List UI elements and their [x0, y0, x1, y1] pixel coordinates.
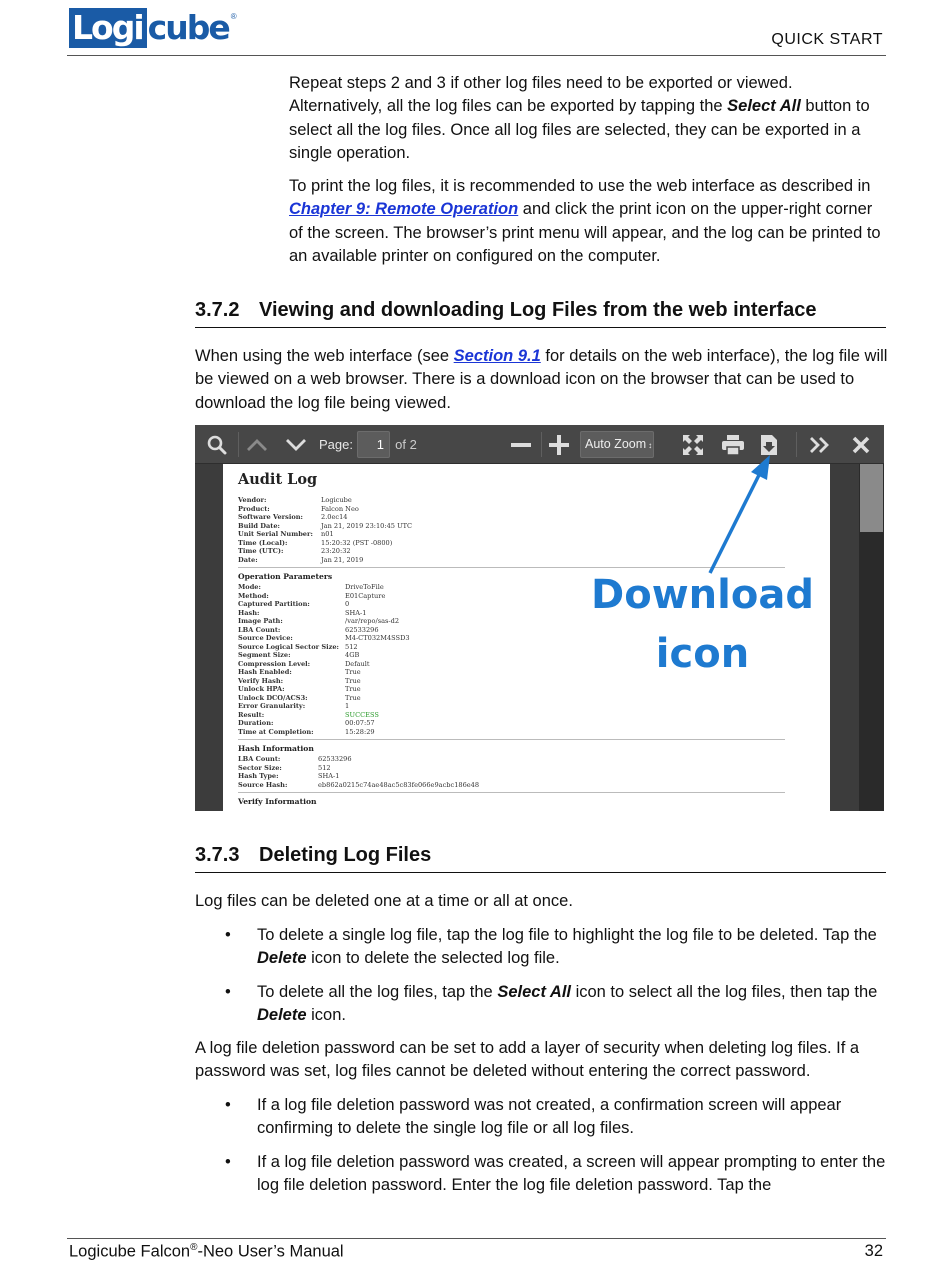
bullet-dot: •: [225, 1152, 231, 1171]
kv-key: Hash Enabled:: [238, 668, 292, 676]
kv-value: 512: [345, 642, 358, 651]
logo-text-b: cube: [147, 8, 229, 47]
kv-key: Source Hash:: [238, 780, 288, 789]
kv-value: eb862a0215c74ae48ac5c83fe066e9acbc186e48: [318, 780, 480, 789]
footer-title-b: -Neo User’s Manual: [197, 1242, 344, 1261]
kv-value: True: [345, 693, 361, 702]
kv-value: 15:20:32 (PST -0800): [321, 538, 393, 547]
kv-value: E01Capture: [345, 591, 386, 600]
kv-key: Sector Size:: [238, 763, 282, 772]
kv-value: 62533296: [345, 625, 379, 634]
kv-key: Vendor:: [238, 496, 267, 504]
page-number-input[interactable]: 1: [357, 431, 390, 458]
intro-p2-text-b: and click the print icon on the upper-right corner of the screen. The browser’s print menu will appear, and the log can be printed to an available printer on configured on the computer.: [289, 200, 881, 265]
kv-value: n01: [321, 530, 334, 538]
kv-value: 15:28:29: [345, 727, 375, 736]
kv-value: 62533296: [318, 755, 352, 763]
kv-value: 1: [345, 702, 350, 710]
section-3-7-3-paragraph-1: Log files can be deleted one at a time or all at once.: [195, 892, 573, 910]
section-number: 3.7.3: [195, 844, 240, 866]
section-label: QUICK START: [771, 31, 883, 48]
delete-bullet-list-2: [195, 1094, 886, 1207]
page-label: Page:: [319, 437, 353, 452]
kv-key: Unlock DCO/ACS3:: [238, 693, 308, 702]
hash-information-heading: Hash Information: [238, 744, 314, 753]
kv-key: Build Date:: [238, 521, 280, 530]
kv-value: True: [345, 685, 361, 693]
list-item: [195, 981, 886, 1028]
bullet-text: To delete all the log files, tap the: [257, 982, 498, 1001]
kv-key: Compression Level:: [238, 659, 311, 668]
kv-key: Time (Local):: [238, 538, 288, 547]
s372-text-b: for details on the web interface), the log file will be viewed on a web browser. There is a download icon on the browser that can be used to download the log file being viewed.: [195, 347, 888, 412]
kv-key: Mode:: [238, 583, 261, 591]
bullet-dot: •: [225, 1096, 231, 1114]
footer-rule: [67, 1238, 886, 1239]
kv-value: 512: [318, 763, 331, 772]
list-item: [195, 1151, 886, 1198]
bullet-dot: •: [225, 926, 231, 944]
intro-paragraph-1: [289, 72, 889, 165]
annotation-line-2: icon: [655, 631, 750, 677]
kv-key: LBA Count:: [238, 755, 281, 763]
kv-key: Source Device:: [238, 634, 293, 642]
kv-key: Unlock HPA:: [238, 685, 285, 693]
kv-value: True: [345, 668, 361, 676]
section-3-7-2-paragraph: [195, 345, 889, 415]
kv-value: 2.0ec14: [321, 513, 348, 521]
kv-value: 4GB: [345, 651, 360, 659]
bullet-text: If a log file deletion password was created, a screen will appear prompting to enter the log file deletion password. Enter the log file deletion password. Tap the: [257, 1152, 886, 1194]
bullet-text: icon to select all the log files, then tap the: [571, 982, 878, 1001]
footer-registered-mark: ®: [190, 1242, 198, 1253]
section-3-7-3-paragraph-2: A log file deletion password can be set to add a layer of security when deleting log files. If a password was set, log files cannot be deleted without entering the correct password.: [195, 1039, 860, 1081]
kv-key: Verify Hash:: [238, 676, 284, 685]
section-9-1-link[interactable]: Section 9.1: [453, 347, 541, 365]
select-all-term: Select All: [497, 982, 571, 1001]
header-rule: [67, 55, 886, 56]
kv-key: Error Granularity:: [238, 702, 306, 710]
chapter-9-link[interactable]: Chapter 9: Remote Operation: [289, 200, 519, 219]
section-heading-3-7-2: [195, 297, 886, 328]
footer-manual-title: [69, 1242, 344, 1262]
audit-log-title: Audit Log: [238, 471, 318, 488]
list-item: [195, 924, 886, 971]
kv-key: Product:: [238, 504, 270, 513]
delete-bullet-list-1: [195, 924, 886, 1037]
section-number: 3.7.2: [195, 299, 240, 321]
download-icon-annotation: [580, 566, 825, 684]
bullet-text: To delete a single log file, tap the log file to highlight the log file to be deleted. Tap the: [257, 926, 877, 944]
kv-value: Jan 21, 2019: [321, 555, 364, 564]
kv-key: Segment Size:: [238, 651, 291, 659]
kv-key: Hash Type:: [238, 772, 279, 780]
kv-value: /var/repo/sas-d2: [345, 617, 400, 625]
page-number: 32: [864, 1242, 883, 1260]
bullet-text: icon.: [306, 1005, 346, 1024]
kv-key: Method:: [238, 591, 269, 600]
kv-value: True: [345, 676, 361, 685]
kv-value: M4-CT032M4SSD3: [345, 634, 410, 642]
page-of-count: of 2: [395, 437, 417, 452]
intro-p2-text-a: To print the log files, it is recommended to use the web interface as described in: [289, 177, 871, 195]
kv-value: Logicube: [321, 496, 352, 504]
section-title: Deleting Log Files: [259, 844, 432, 866]
result-success-value: SUCCESS: [345, 710, 379, 719]
kv-key: Result:: [238, 710, 265, 719]
list-item: [195, 1094, 886, 1141]
operation-parameters-heading: Operation Parameters: [238, 572, 333, 581]
logo-text-a: Logi: [69, 8, 147, 48]
select-all-term: Select All: [727, 97, 801, 116]
delete-term: Delete: [257, 1005, 307, 1024]
verify-information-heading: Verify Information: [238, 797, 317, 806]
logicube-logo: [69, 8, 237, 48]
kv-value: SHA-1: [345, 608, 367, 617]
kv-value: DriveToFile: [345, 583, 384, 591]
zoom-value: Auto Zoom: [585, 437, 647, 451]
intro-paragraph-2: [289, 175, 889, 268]
kv-key: Date:: [238, 555, 258, 564]
kv-value: Jan 21, 2019 23:10:45 UTC: [321, 521, 413, 530]
kv-value: SHA-1: [318, 772, 340, 780]
kv-value: 0: [345, 600, 350, 608]
kv-key: Duration:: [238, 719, 274, 727]
intro-p1-text-a: Repeat steps 2 and 3 if other log files need to be exported or viewed. Alternatively, all the log files can be exported by tapping the: [289, 74, 793, 116]
kv-key: Source Logical Sector Size:: [238, 642, 339, 651]
kv-key: Captured Partition:: [238, 600, 310, 608]
kv-key: LBA Count:: [238, 625, 281, 634]
bullet-text: icon to delete the selected log file.: [306, 949, 560, 968]
section-heading-3-7-3: [195, 842, 886, 873]
delete-term: Delete: [257, 949, 307, 968]
intro-p1-text-c: button to select all the log files. Once all log files are selected, they can be exported in a single operation.: [289, 97, 870, 162]
kv-value: 00:07:57: [345, 719, 375, 727]
kv-key: Unit Serial Number:: [238, 530, 313, 538]
kv-key: Image Path:: [238, 617, 283, 625]
bullet-text: If a log file deletion password was not created, a confirmation screen will appear confirming to delete the single log file or all log files.: [257, 1096, 842, 1138]
bullet-dot: •: [225, 982, 231, 1001]
annotation-line-1: Download: [591, 572, 814, 618]
pdf-viewer-screenshot: [195, 425, 884, 811]
kv-key: Hash:: [238, 608, 260, 617]
footer-title-a: Logicube Falcon: [69, 1242, 191, 1261]
kv-key: Time (UTC):: [238, 547, 284, 555]
s372-text-a: When using the web interface (see: [195, 347, 454, 365]
logo-registered-mark: ®: [230, 12, 237, 21]
kv-key: Time at Completion:: [238, 727, 314, 736]
kv-value: Default: [345, 659, 370, 668]
kv-value: 23:20:32: [321, 547, 351, 555]
select-arrow-icon: ↕: [648, 441, 653, 450]
kv-key: Software Version:: [238, 513, 303, 521]
section-title: Viewing and downloading Log Files from the web interface: [259, 299, 817, 321]
kv-value: Falcon Neo: [321, 504, 359, 513]
